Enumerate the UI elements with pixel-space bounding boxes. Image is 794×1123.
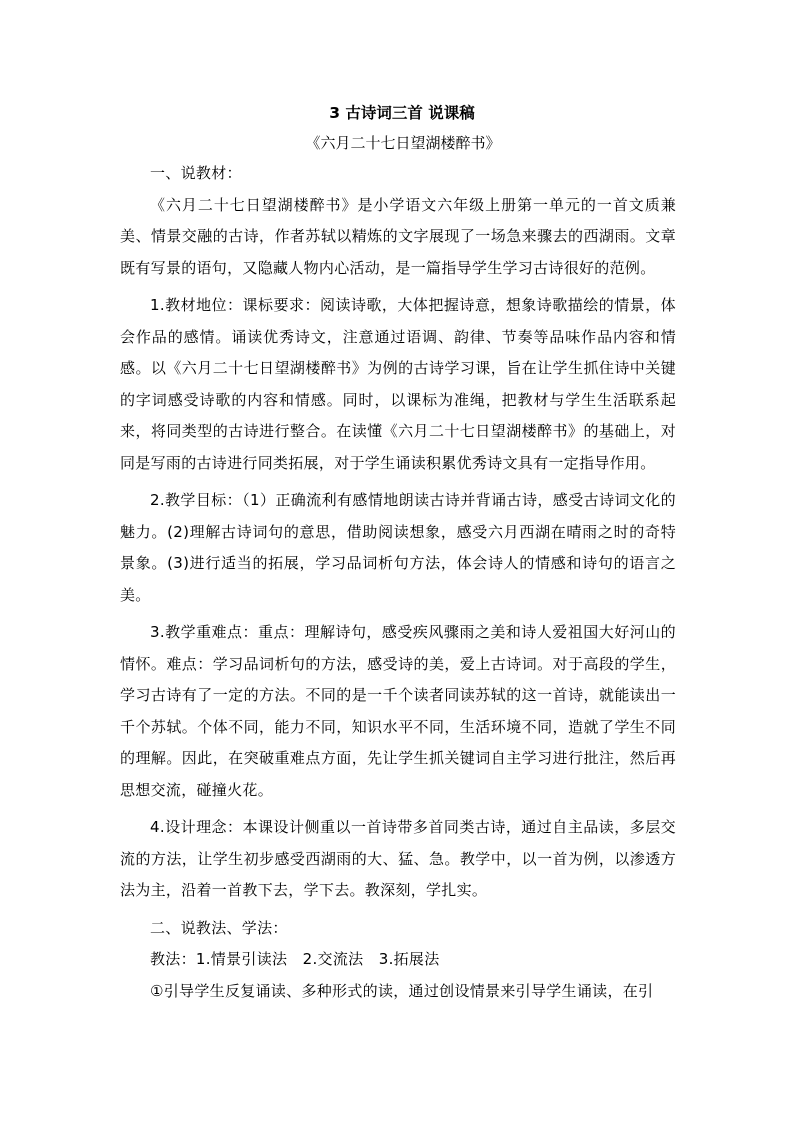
section-heading-teaching-material: 一、说教材： bbox=[150, 164, 242, 182]
document-title: 3 古诗词三首 说课稿 bbox=[329, 104, 475, 122]
paragraph-teaching-methods: 教法：1.情景引读法 2.交流法 3.拓展法 bbox=[150, 950, 440, 968]
paragraph-material-status: 1.教材地位：课标要求：阅读诗歌，大体把握诗意，想象诗歌描绘的情景，体会作品的感情。诵读优秀诗文，注意通过语调、韵律、节奏等品味作品内容和情感。以《六月二十七日望湖楼醉书》为例的古诗学习课，旨在让学生抓住诗中关键的字词感受诗歌的内容和情感。同时，以课标为准绳，把教材与学生生活联系起来，将同类型的古诗进行整合。在读懂《六月二十七日望湖楼醉书》的基础上，对同是写雨的古诗进行同类拓展，对于学生诵读积累优秀诗文具有一定指导作用。 bbox=[120, 296, 676, 472]
paragraph-teaching-goals: 2.教学目标：（1）正确流利有感情地朗读古诗并背诵古诗，感受古诗词文化的魅力。(2)理解古诗词句的意思，借助阅读想象，感受六月西湖在晴雨之时的奇特景象。(3)进行适当的拓展，学习品词析句方法，体会诗人的情感和诗句的语言之美。 bbox=[120, 491, 676, 604]
paragraph-method-detail: ①引导学生反复诵读、多种形式的读，通过创设情景来引导学生诵读，在引 bbox=[150, 981, 654, 1000]
document-page bbox=[120, 98, 676, 1007]
paragraph-key-points: 3.教学重难点：重点：理解诗句，感受疾风骤雨之美和诗人爱祖国大好河山的情怀。难点：学习品词析句的方法，感受诗的美，爱上古诗词。对于高段的学生，学习古诗有了一定的方法。不同的是一千个读者同读苏轼的这一首诗，就能读出一千个苏轼。个体不同，能力不同，知识水平不同，生活环境不同，造就了学生不同的理解。因此，在突破重难点方面，先让学生抓关键词自主学习进行批注，然后再思想交流，碰撞火花。 bbox=[120, 623, 676, 799]
paragraph-design-concept: 4.设计理念：本课设计侧重以一首诗带多首同类古诗，通过自主品读，多层交流的方法，让学生初步感受西湖雨的大、猛、急。教学中，以一首为例，以渗透方法为主，沿着一首教下去，学下去。教深刻，学扎实。 bbox=[120, 818, 676, 899]
document-subtitle: 《六月二十七日望湖楼醉书》 bbox=[305, 134, 501, 152]
section-heading-methods: 二、说教法、学法： bbox=[150, 918, 288, 937]
paragraph-intro: 《六月二十七日望湖楼醉书》是小学语文六年级上册第一单元的一首文质兼美、情景交融的古诗，作者苏轼以精炼的文字展现了一场急来骤去的西湖雨。文章既有写景的语句，又隐藏人物内心活动，是一篇指导学生学习古诗很好的范例。 bbox=[120, 195, 676, 277]
